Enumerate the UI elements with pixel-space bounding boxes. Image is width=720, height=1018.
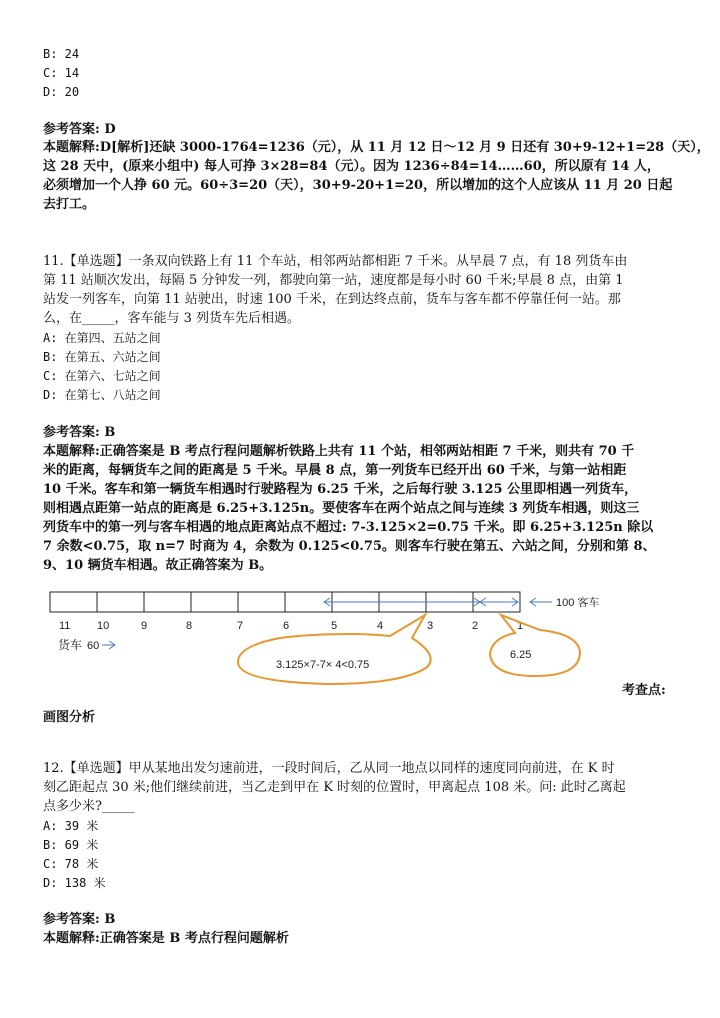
q12-option-d: D: 138 米	[43, 876, 106, 890]
station-label: 8	[186, 620, 193, 632]
q12-question-line: 点多少米?_____	[43, 799, 135, 814]
station-label: 6	[283, 620, 290, 632]
q10-option-d: D: 20	[43, 85, 80, 99]
freight-train-label: 货车	[58, 638, 83, 652]
q11-explanation-line: 列货车中的第一列与客车相遇的地点距离站点不超过: 7-3.125×2=0.75 千米。即 6.25+3.125n 除以	[43, 520, 654, 535]
q11-explanation-line: 9、10 辆货车相遇。故正确答案为 B。	[43, 558, 273, 573]
callout-left-text: 3.125×7-7× 4<0.75	[276, 659, 370, 671]
passenger-train-label: 100 客车	[556, 597, 600, 609]
station-label: 9	[141, 620, 148, 632]
q11-question-line: 站发一列客车，向第 11 站驶出，时速 100 千米，在到达终点前，货车与客车都不停靠任何一站。那	[43, 292, 621, 307]
q12-option-c: C: 78 米	[43, 857, 99, 871]
q12-answer: 参考答案: B	[43, 912, 116, 927]
q11-question-line: 么，在_____，客车能与 3 列货车先后相遇。	[43, 311, 301, 326]
q11-option-c: C: 在第六、七站之间	[43, 369, 161, 383]
passenger-arrow	[530, 598, 552, 606]
q11-option-d: D: 在第七、八站之间	[43, 388, 161, 402]
q11-explanation-line: 本题解释:正确答案是 B 考点行程问题解析铁路上共有 11 个站，相邻两站相距 7 千米，则共有 70 千	[43, 444, 635, 459]
analysis-method: 画图分析	[43, 710, 96, 725]
distance-arrows	[324, 598, 518, 606]
q12-question-line: 刻乙距起点 30 米;他们继续前进，当乙走到甲在 K 时刻的位置时，甲离起点 108 米。问: 此时乙离起	[43, 780, 626, 795]
q10-explanation-line: 这 28 天中，(原来小组中) 每人可挣 3×28=84（元）。因为 1236÷84=14……60，所以原有 14 人，	[43, 159, 660, 174]
q12-explanation-line: 本题解释:正确答案是 B 考点行程问题解析	[43, 931, 289, 946]
station-label: 10	[97, 620, 110, 632]
q11-question-line: 11.【单选题】一条双向铁路上有 11 个车站，相邻两站都相距 7 千米。从早晨 7 点，有 18 列货车由	[43, 254, 628, 269]
station-label: 4	[377, 620, 384, 632]
station-label: 5	[331, 620, 338, 632]
q11-option-b: B: 在第五、六站之间	[43, 350, 161, 364]
q11-question-line: 第 11 站顺次发出，每隔 5 分钟发一列，都驶向第一站，速度都是每小时 60 千米;早晨 8 点，由第 1	[43, 273, 624, 288]
q11-explanation-line: 米的距离，每辆货车之间的距离是 5 千米。早晨 8 点，第一列货车已经开出 60 千米，与第一站相距	[43, 463, 627, 478]
q11-explanation-line: 10 千米。客车和第一辆货车相遇时行驶路程为 6.25 千米，之后每行驶 3.125 公里即相遇一列货车，	[43, 482, 638, 497]
q11-answer: 参考答案: B	[43, 425, 116, 440]
q10-option-c: C: 14	[43, 66, 80, 80]
q11-explanation-line: 7 余数<0.75，取 n=7 时商为 4，余数为 0.125<0.75。则客车行驶在第五、六站之间，分别和第 8、	[43, 539, 656, 554]
q12-option-a: A: 39 米	[43, 819, 99, 833]
q12-question-line: 12.【单选题】甲从某地出发匀速前进，一段时间后，乙从同一地点以同样的速度同向前进，在 K 时	[43, 761, 615, 776]
q10-explanation-line: 必须增加一个人挣 60 元。60÷3=20（天），30+9-20+1=20，所以增加的这个人应该从 11 月 20 日起	[43, 178, 673, 193]
q10-explanation-line: 本题解释:D[解析]还缺 3000-1764=1236（元），从 11 月 12 日～12 月 9 日还有 30+9-12+1=28（天），	[43, 140, 710, 155]
kaochadian-label: 考查点:	[622, 683, 666, 698]
railway-diagram	[40, 588, 640, 688]
q10-option-b: B: 24	[43, 47, 80, 61]
station-label: 2	[472, 620, 479, 632]
station-label: 1	[517, 620, 524, 632]
q11-option-a: A: 在第四、五站之间	[43, 331, 161, 345]
callout-bubble-right	[490, 615, 580, 676]
q11-explanation-line: 则相遇点距第一站点的距离是 6.25+3.125n。要使客车在两个站点之间与连续 3 列货车相遇，则这三	[43, 501, 640, 516]
freight-arrow	[102, 641, 115, 649]
station-label: 11	[59, 620, 71, 632]
q12-option-b: B: 69 米	[43, 838, 99, 852]
station-label: 7	[237, 620, 244, 632]
q10-explanation-line: 去打工。	[43, 197, 96, 212]
station-label: 3	[427, 620, 434, 632]
callout-right-text: 6.25	[510, 649, 532, 661]
freight-speed-label: 60	[87, 640, 100, 652]
q10-answer: 参考答案: D	[43, 122, 116, 137]
